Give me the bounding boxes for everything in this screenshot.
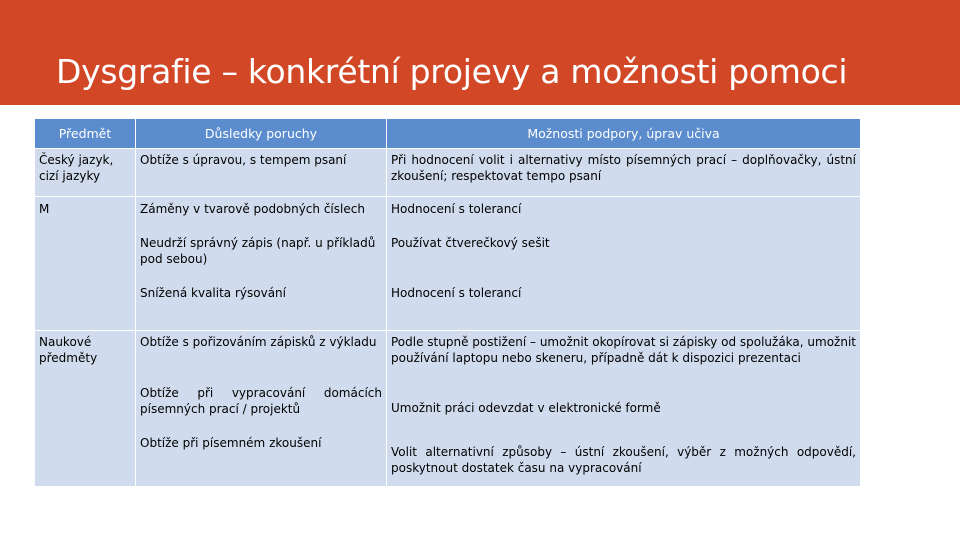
subject-cell: Český jazyk, cizí jazyky: [35, 149, 136, 197]
consequence-item: Záměny v tvarově podobných číslech: [140, 202, 365, 216]
table-row: [35, 149, 861, 197]
support-item: Umožnit práci odevzdat v elektronické formě: [391, 401, 661, 415]
support-cell: [387, 331, 861, 487]
subject-cell: Naukové předměty: [35, 331, 136, 487]
header-consequences: Důsledky poruchy: [136, 119, 387, 149]
table-row: [35, 331, 861, 487]
support-cell: Při hodnocení volit i alternativy místo písemných prací – doplňovačky, ústní zkoušení; respektovat tempo psaní: [387, 149, 861, 197]
consequence-cell: [136, 197, 387, 331]
subject-cell: M: [35, 197, 136, 331]
table-header-row: [35, 119, 861, 149]
consequence-item: Snížená kvalita rýsování: [140, 286, 286, 300]
consequence-cell: Obtíže s úpravou, s tempem psaní: [136, 149, 387, 197]
consequence-item: Neudrží správný zápis (např. u příkladů pod sebou): [140, 236, 376, 266]
consequence-item: Obtíže s pořizováním zápisků z výkladu: [140, 335, 377, 349]
consequence-item: Obtíže při písemném zkoušení: [140, 436, 322, 450]
consequence-item: Obtíže při vypracování domácích písemných prací / projektů: [140, 386, 382, 416]
support-table: [34, 118, 861, 487]
support-cell: [387, 197, 861, 331]
support-item: Hodnocení s tolerancí: [391, 202, 522, 216]
header-support: Možnosti podpory, úprav učiva: [387, 119, 861, 149]
table-row: [35, 197, 861, 331]
support-item: Hodnocení s tolerancí: [391, 286, 522, 300]
slide-title: Dysgrafie – konkrétní projevy a možnosti pomoci: [56, 52, 848, 91]
consequence-cell: [136, 331, 387, 487]
support-item: Podle stupně postižení – umožnit okopírovat si zápisky od spolužáka, umožnit používání laptopu nebo skeneru, případně dát k dispozici prezentaci: [391, 335, 856, 365]
support-item: Volit alternativní způsoby – ústní zkoušení, výběr z možných odpovědí, poskytnout dostatek času na vypracování: [391, 445, 856, 475]
header-subject: Předmět: [35, 119, 136, 149]
support-item: Používat čtverečkový sešit: [391, 236, 550, 250]
